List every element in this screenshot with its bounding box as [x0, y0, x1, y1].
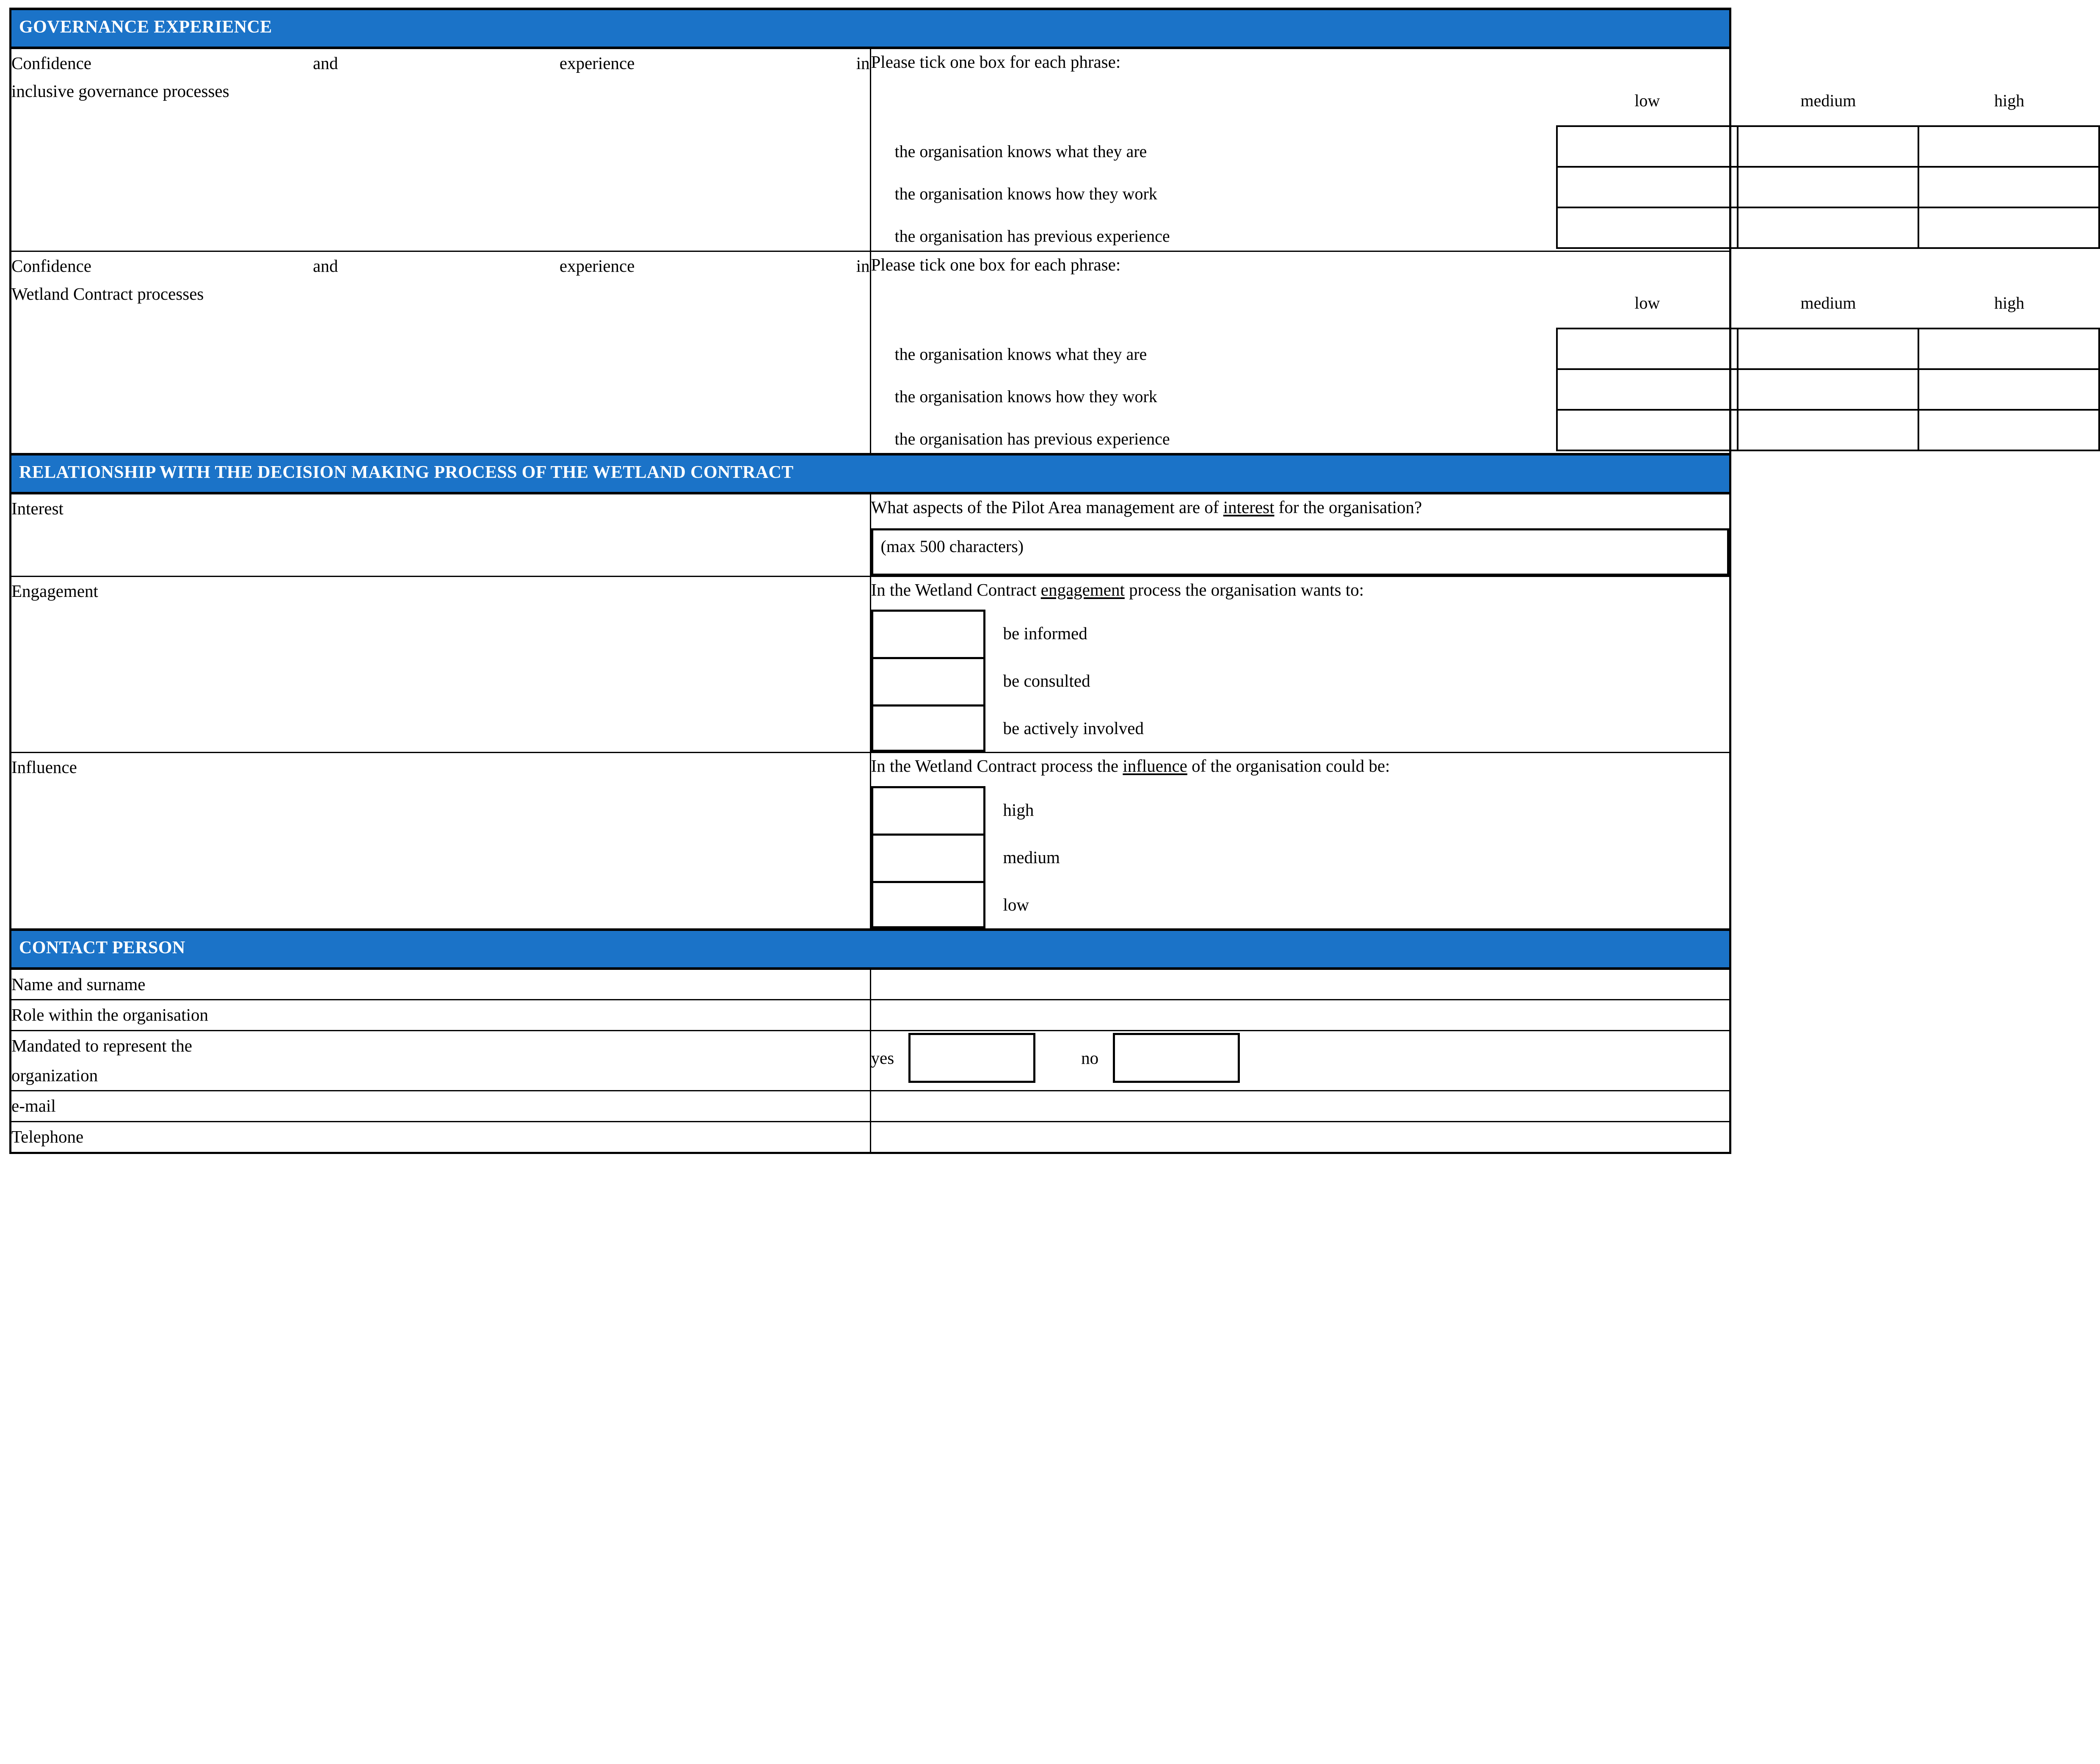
section-title-relationship: RELATIONSHIP WITH THE DECISION MAKING PROCESS OF THE WETLAND CONTRACT: [19, 463, 794, 482]
engagement-content-cell: [870, 576, 1730, 753]
rating-checkbox-cell[interactable]: [1738, 126, 1918, 167]
rating-checkbox-cell[interactable]: [1738, 167, 1918, 207]
governance-row-wetland-content: [870, 251, 2025, 454]
contact-row-email: [11, 1091, 1730, 1122]
rating-matrix-inclusive-headers: [1557, 92, 2100, 109]
rating-header-medium: medium: [1800, 91, 1856, 110]
influence-option-label: high: [1003, 800, 1034, 820]
mandate-yes-checkbox[interactable]: [908, 1033, 1035, 1083]
rating-checkbox-cell[interactable]: [1557, 126, 1738, 167]
section-header-governance-cell: [11, 9, 1730, 48]
influence-option: [871, 881, 1730, 928]
rating-matrix-row: [1557, 369, 2099, 410]
rating-matrix-row: [1557, 207, 2099, 248]
engagement-label: Engagement: [11, 581, 98, 601]
rating-matrix-inclusive-grid: [1556, 125, 2100, 249]
influence-question-pre: In the Wetland Contract process the: [871, 756, 1123, 776]
interest-question-keyword: interest: [1223, 497, 1275, 517]
influence-option-checkbox[interactable]: [871, 834, 985, 881]
section-header-governance: [11, 9, 1730, 48]
relationship-row-engagement: [11, 576, 1730, 753]
engagement-options: [871, 610, 1730, 752]
contact-label-mandate-line1: Mandated to represent the: [11, 1035, 192, 1055]
mandate-no-label: no: [1081, 1048, 1099, 1068]
rating-header-high: high: [1994, 91, 2025, 110]
influence-content-cell: [870, 753, 1730, 930]
relationship-row-influence: [11, 753, 1730, 930]
rating-phrase: the organisation knows how they work: [894, 386, 1157, 406]
engagement-option: [871, 704, 1730, 752]
rating-checkbox-cell[interactable]: [1557, 207, 1738, 248]
rating-matrix-inclusive-phrases: [880, 130, 1548, 257]
rating-checkbox-cell[interactable]: [1918, 410, 2099, 450]
rating-phrase: the organisation knows what they are: [894, 142, 1147, 161]
rating-checkbox-cell[interactable]: [1557, 410, 1738, 450]
contact-label-telephone: Telephone: [11, 1121, 871, 1153]
engagement-label-cell: [11, 576, 871, 753]
engagement-option-label: be informed: [1003, 624, 1087, 643]
engagement-option: [871, 657, 1730, 704]
influence-question-keyword: influence: [1123, 756, 1187, 776]
rating-matrix-wetland: [871, 284, 2025, 453]
influence-option: [871, 834, 1730, 881]
rating-header-high: high: [1994, 293, 2025, 312]
influence-option-checkbox[interactable]: [871, 881, 985, 928]
contact-mandate-cell: [870, 1030, 1730, 1090]
governance-row-inclusive-content: [870, 48, 2025, 251]
contact-row-telephone: [11, 1121, 1730, 1153]
governance-label-line1: Confidence and experience in: [11, 256, 870, 276]
engagement-option-label: be consulted: [1003, 671, 1090, 690]
influence-label-cell: [11, 753, 871, 930]
rating-matrix-inclusive: [871, 81, 2025, 251]
rating-header-medium: medium: [1800, 293, 1856, 312]
rating-matrix-wetland-grid: [1556, 328, 2100, 451]
contact-label-email: e-mail: [11, 1091, 871, 1122]
governance-row-wetland-label: [11, 251, 871, 454]
section-title-contact: CONTACT PERSON: [19, 938, 185, 958]
rating-checkbox-cell[interactable]: [1557, 167, 1738, 207]
rating-checkbox-cell[interactable]: [1738, 329, 1918, 369]
governance-prompt-wetland: Please tick one box for each phrase:: [871, 254, 1121, 274]
influence-question: [871, 753, 1730, 779]
rating-matrix-row: [1557, 167, 2099, 207]
interest-question-pre: What aspects of the Pilot Area management are of: [871, 497, 1223, 517]
contact-row-name: [11, 969, 1730, 1000]
interest-question-post: for the organisation?: [1274, 497, 1422, 517]
interest-label-cell: [11, 493, 871, 576]
rating-checkbox-cell[interactable]: [1557, 369, 1738, 410]
contact-label-mandate: [11, 1030, 871, 1090]
engagement-option-checkbox[interactable]: [871, 657, 985, 704]
rating-checkbox-cell[interactable]: [1557, 329, 1738, 369]
section-header-contact-cell: [11, 930, 1730, 969]
rating-checkbox-cell[interactable]: [1738, 369, 1918, 410]
rating-checkbox-cell[interactable]: [1918, 126, 2099, 167]
governance-row-inclusive-label: [11, 48, 871, 251]
engagement-question-post: process the organisation wants to:: [1124, 580, 1364, 599]
rating-matrix-wetland-headers: [1557, 295, 2100, 312]
mandate-yes-label: yes: [871, 1048, 894, 1068]
interest-answer-input[interactable]: [871, 528, 1730, 576]
interest-content-cell: [870, 493, 1730, 576]
governance-row-wetland: [11, 251, 1730, 454]
influence-label: Influence: [11, 757, 77, 777]
contact-row-role: [11, 1000, 1730, 1031]
governance-label-line2: Wetland Contract processes: [11, 284, 204, 304]
influence-option-label: low: [1003, 894, 1029, 914]
section-title-governance: GOVERNANCE EXPERIENCE: [19, 17, 272, 37]
contact-input-email[interactable]: [870, 1091, 1730, 1122]
rating-checkbox-cell[interactable]: [1738, 207, 1918, 248]
stakeholder-form-table: [9, 8, 2025, 1154]
rating-checkbox-cell[interactable]: [1918, 167, 2099, 207]
contact-label-mandate-line2: organization: [11, 1065, 98, 1085]
engagement-question-pre: In the Wetland Contract: [871, 580, 1041, 599]
contact-label-name: Name and surname: [11, 969, 871, 1000]
rating-phrase: the organisation knows what they are: [894, 344, 1147, 364]
section-header-relationship: [11, 454, 1730, 493]
influence-question-post: of the organisation could be:: [1187, 756, 1390, 776]
engagement-question-keyword: engagement: [1040, 580, 1125, 599]
contact-input-name[interactable]: [870, 969, 1730, 1000]
governance-prompt-inclusive: Please tick one box for each phrase:: [871, 52, 1121, 72]
rating-checkbox-cell[interactable]: [1918, 369, 2099, 410]
interest-question: [871, 494, 1730, 521]
engagement-option-label: be actively involved: [1003, 718, 1144, 738]
rating-matrix-wetland-phrases: [880, 333, 1548, 460]
contact-input-role[interactable]: [870, 1000, 1730, 1031]
interest-label: Interest: [11, 499, 63, 518]
governance-row-inclusive: [11, 48, 1730, 251]
rating-matrix-row: [1557, 126, 2099, 167]
contact-input-telephone[interactable]: [870, 1121, 1730, 1153]
section-header-relationship-cell: [11, 454, 1730, 493]
rating-matrix-row: [1557, 410, 2099, 450]
contact-label-role: Role within the organisation: [11, 1000, 871, 1031]
rating-checkbox-cell[interactable]: [1918, 329, 2099, 369]
engagement-option-checkbox[interactable]: [871, 610, 985, 657]
mandate-no-checkbox[interactable]: [1113, 1033, 1240, 1083]
section-header-contact: [11, 930, 1730, 969]
influence-options: [871, 786, 1730, 928]
engagement-question: [871, 577, 1730, 603]
interest-answer-placeholder: (max 500 characters): [880, 536, 1024, 556]
rating-matrix-row: [1557, 329, 2099, 369]
influence-option-label: medium: [1003, 847, 1060, 867]
engagement-option-checkbox[interactable]: [871, 704, 985, 752]
rating-header-low: low: [1634, 91, 1660, 110]
governance-label-line2: inclusive governance processes: [11, 81, 229, 101]
rating-phrase: the organisation knows how they work: [894, 184, 1157, 203]
mandate-yesno-group: [871, 1031, 1730, 1083]
rating-checkbox-cell[interactable]: [1738, 410, 1918, 450]
engagement-option: [871, 610, 1730, 657]
influence-option: [871, 786, 1730, 834]
relationship-row-interest: [11, 493, 1730, 576]
influence-option-checkbox[interactable]: [871, 786, 985, 834]
rating-header-low: low: [1634, 293, 1660, 312]
rating-phrase: the organisation has previous experience: [894, 429, 1170, 448]
rating-phrase: the organisation has previous experience: [894, 226, 1170, 246]
contact-row-mandate: [11, 1030, 1730, 1090]
rating-checkbox-cell[interactable]: [1918, 207, 2099, 248]
governance-label-line1: Confidence and experience in: [11, 53, 870, 73]
